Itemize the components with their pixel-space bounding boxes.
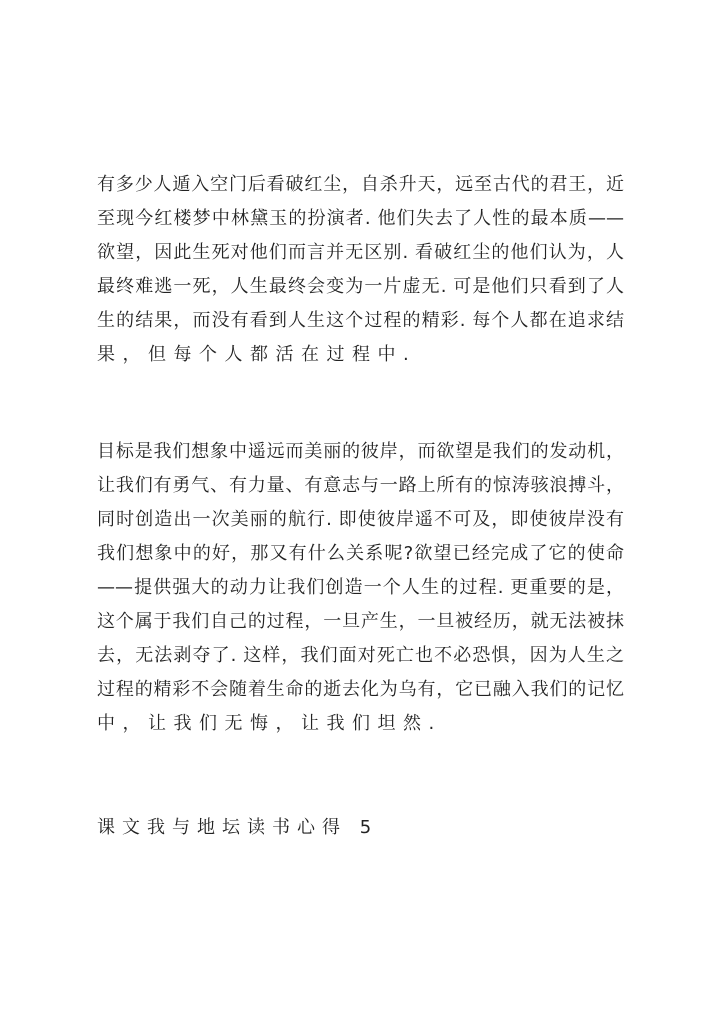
text-line: 有多少人遁入空门后看破红尘，自杀升天，远至古代的君王，近 [97, 174, 624, 195]
text-line: 这个属于我们自己的过程，一旦产生，一旦被经历，就无法被抹 [97, 611, 624, 632]
text-line: 去，无法剥夺了. 这样，我们面对死亡也不必恐惧，因为人生之 [97, 645, 624, 666]
section-heading: 课文我与地坛读书心得 5 [97, 817, 379, 838]
text-line: 目标是我们想象中遥远而美丽的彼岸，而欲望是我们的发动机， [97, 441, 624, 462]
text-line: 让我们有勇气、有力量、有意志与一路上所有的惊涛骇浪搏斗， [97, 475, 624, 496]
text-line: ——提供强大的动力让我们创造一个人生的过程. 更重要的是， [97, 577, 624, 598]
text-line: 生的结果，而没有看到人生这个过程的精彩. 每个人都在追求结 [97, 310, 624, 331]
paragraph-1 [97, 168, 624, 372]
text-line: 最终难逃一死，人生最终会变为一片虚无. 可是他们只看到了人 [97, 276, 624, 297]
text-line: 中，让我们无悔，让我们坦然. [97, 713, 442, 734]
text-line: 过程的精彩不会随着生命的逝去化为乌有，它已融入我们的记忆 [97, 679, 624, 700]
text-line: 欲望，因此生死对他们而言并无区别. 看破红尘的他们认为，人 [97, 242, 624, 263]
paragraph-2 [97, 435, 624, 741]
text-line: 我们想象中的好，那又有什么关系呢?欲望已经完成了它的使命 [97, 543, 624, 564]
text-line: 同时创造出一次美丽的航行. 即使彼岸遥不可及，即使彼岸没有 [97, 509, 624, 530]
text-line: 至现今红楼梦中林黛玉的扮演者. 他们失去了人性的最本质—— [97, 208, 624, 229]
text-line: 果，但每个人都活在过程中. [97, 344, 417, 365]
